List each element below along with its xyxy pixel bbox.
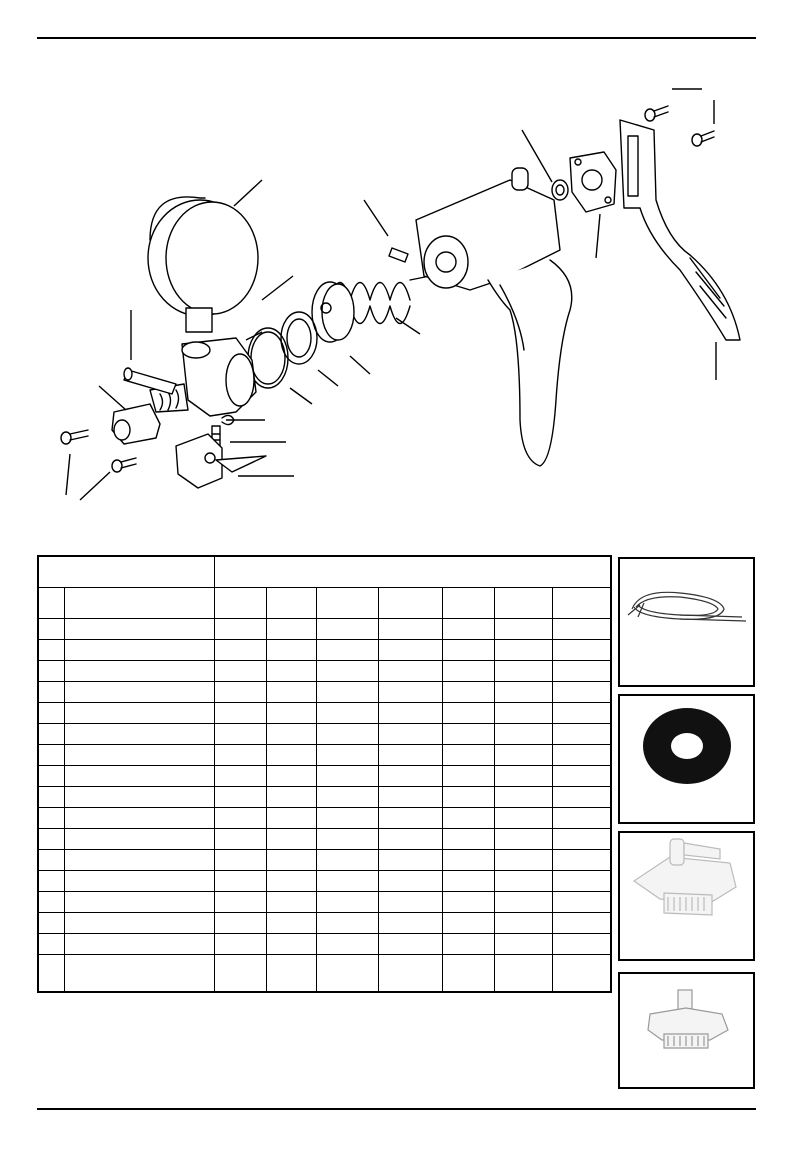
valve-body-part — [150, 338, 256, 416]
pump-body-part — [416, 168, 572, 466]
parts-table — [37, 555, 612, 993]
tubing-thumbnail — [618, 557, 755, 687]
pressure-gauge-part — [148, 197, 258, 332]
piston-part — [312, 282, 354, 342]
adapter-thumbnail — [618, 972, 755, 1089]
hose-adapter-part — [112, 404, 160, 444]
trigger-lever-part — [620, 120, 740, 340]
header-rule — [37, 37, 756, 39]
tubing-icon — [620, 559, 753, 685]
table-row — [38, 871, 611, 892]
gasket-thumbnail — [618, 694, 755, 824]
table-row — [38, 934, 611, 955]
table-row — [38, 619, 611, 640]
reservoir-cap-thumbnail — [618, 831, 755, 961]
exploded-parts-diagram — [0, 40, 793, 520]
table-row — [38, 724, 611, 745]
cover-plate-part — [570, 152, 616, 212]
table-header-cell — [38, 556, 214, 588]
washer-part — [281, 312, 317, 364]
table-header-cell — [214, 556, 611, 588]
table-row — [38, 703, 611, 724]
table-header-row — [38, 556, 611, 588]
roll-pin-part — [389, 248, 408, 262]
table-row — [38, 745, 611, 766]
table-row — [38, 913, 611, 934]
table-row — [38, 787, 611, 808]
table-row — [38, 682, 611, 703]
table-row — [38, 892, 611, 913]
table-row — [38, 808, 611, 829]
table-row — [38, 850, 611, 871]
reservoir-cap-icon — [620, 833, 753, 959]
gasket-icon — [620, 696, 753, 822]
table-row — [38, 829, 611, 850]
footer-rule — [37, 1108, 756, 1110]
seal-part — [552, 180, 568, 200]
table-row — [38, 955, 611, 993]
adapter-icon — [620, 974, 753, 1087]
table-subheader-row — [38, 588, 611, 619]
table-row — [38, 640, 611, 661]
screw-part-upper-right — [645, 106, 714, 146]
table-row — [38, 661, 611, 682]
table-row — [38, 766, 611, 787]
